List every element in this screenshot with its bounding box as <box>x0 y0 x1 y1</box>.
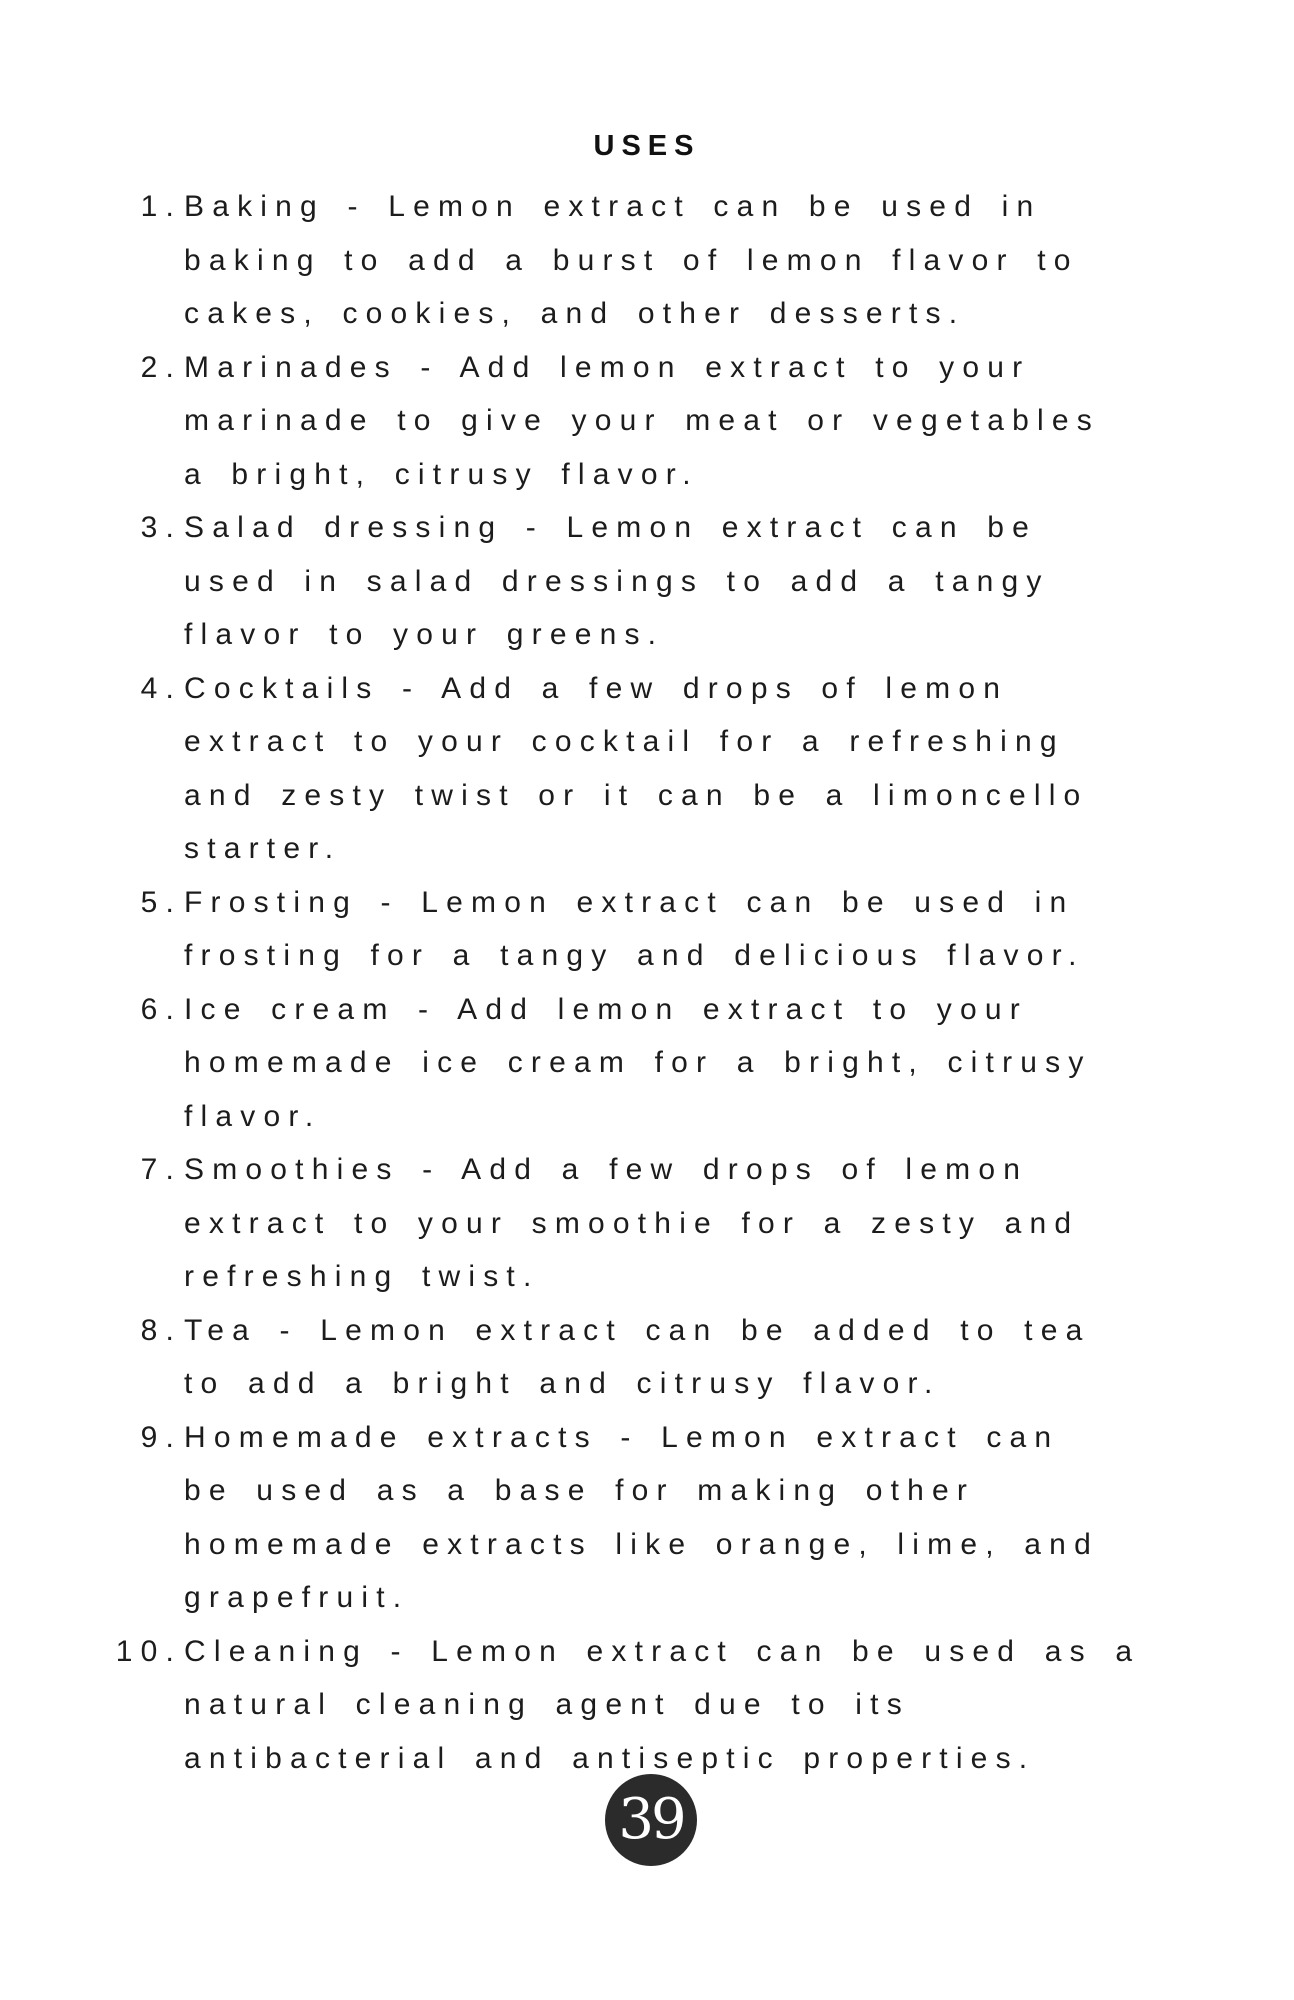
item-number: 7. <box>140 1153 182 1186</box>
item-line: Tea - Lemon extract can be added to tea <box>184 1313 1091 1347</box>
item-number: 2. <box>140 350 182 384</box>
item-line: and zesty twist or it can be a limoncello <box>184 778 1089 812</box>
item-line: Ice cream - Add lemon extract to your <box>184 992 1028 1026</box>
item-line: Frosting - Lemon extract can be used in <box>184 885 1075 919</box>
list-item <box>120 876 1180 983</box>
item-line: starter. <box>184 832 342 865</box>
item-number: 6. <box>140 992 182 1026</box>
item-line: frosting for a tangy and delicious flavor. <box>184 939 1085 972</box>
list-item <box>120 501 1180 662</box>
item-line: Baking - Lemon extract can be used in <box>184 190 1042 223</box>
item-line: refreshing twist. <box>184 1260 540 1293</box>
item-line: Cleaning - Lemon extract can be used as a <box>184 1634 1141 1668</box>
item-line: flavor. <box>184 1099 322 1133</box>
uses-list <box>115 180 1180 1785</box>
list-item <box>120 662 1180 876</box>
item-number: 9. <box>140 1420 182 1454</box>
item-number: 8. <box>140 1313 182 1347</box>
item-number: 1. <box>140 190 182 223</box>
list-item <box>120 341 1180 502</box>
item-line: baking to add a burst of lemon flavor to <box>184 243 1079 277</box>
item-line: to add a bright and citrusy flavor. <box>184 1367 941 1400</box>
item-line: Cocktails - Add a few drops of lemon <box>184 671 1009 705</box>
item-line: extract to your cocktail for a refreshing <box>184 725 1065 758</box>
item-line: be used as a base for making other <box>184 1474 976 1507</box>
list-item <box>120 983 1180 1144</box>
item-number: 10. <box>115 1634 182 1668</box>
item-line: homemade extracts like orange, lime, and <box>184 1527 1099 1561</box>
list-item <box>120 1411 1180 1625</box>
list-item <box>120 1304 1180 1411</box>
item-number: 3. <box>140 511 182 544</box>
item-number: 5. <box>140 885 182 919</box>
item-line: Marinades - Add lemon extract to your <box>184 350 1031 384</box>
item-line: homemade ice cream for a bright, citrusy <box>184 1046 1092 1079</box>
item-line: extract to your smoothie for a zesty and <box>184 1206 1080 1240</box>
section-heading: USES <box>593 130 701 162</box>
item-line: used in salad dressings to add a tangy <box>184 564 1050 598</box>
item-line: antibacterial and antiseptic properties. <box>184 1741 1036 1775</box>
item-line: marinade to give your meat or vegetables <box>184 404 1100 437</box>
item-number: 4. <box>140 671 182 705</box>
item-line: Smoothies - Add a few drops of lemon <box>184 1153 1029 1186</box>
item-line: cakes, cookies, and other desserts. <box>184 297 966 330</box>
page-number-badge: 39 <box>605 1774 697 1866</box>
list-item <box>115 1625 1180 1786</box>
item-line: Homemade extracts - Lemon extract can <box>184 1420 1060 1454</box>
item-line: flavor to your greens. <box>184 618 665 651</box>
item-line: a bright, citrusy flavor. <box>184 457 699 491</box>
list-item <box>120 1143 1180 1304</box>
item-line: grapefruit. <box>184 1581 410 1614</box>
list-item <box>120 180 1180 341</box>
item-line: natural cleaning agent due to its <box>184 1688 910 1721</box>
item-line: Salad dressing - Lemon extract can be <box>184 511 1038 544</box>
